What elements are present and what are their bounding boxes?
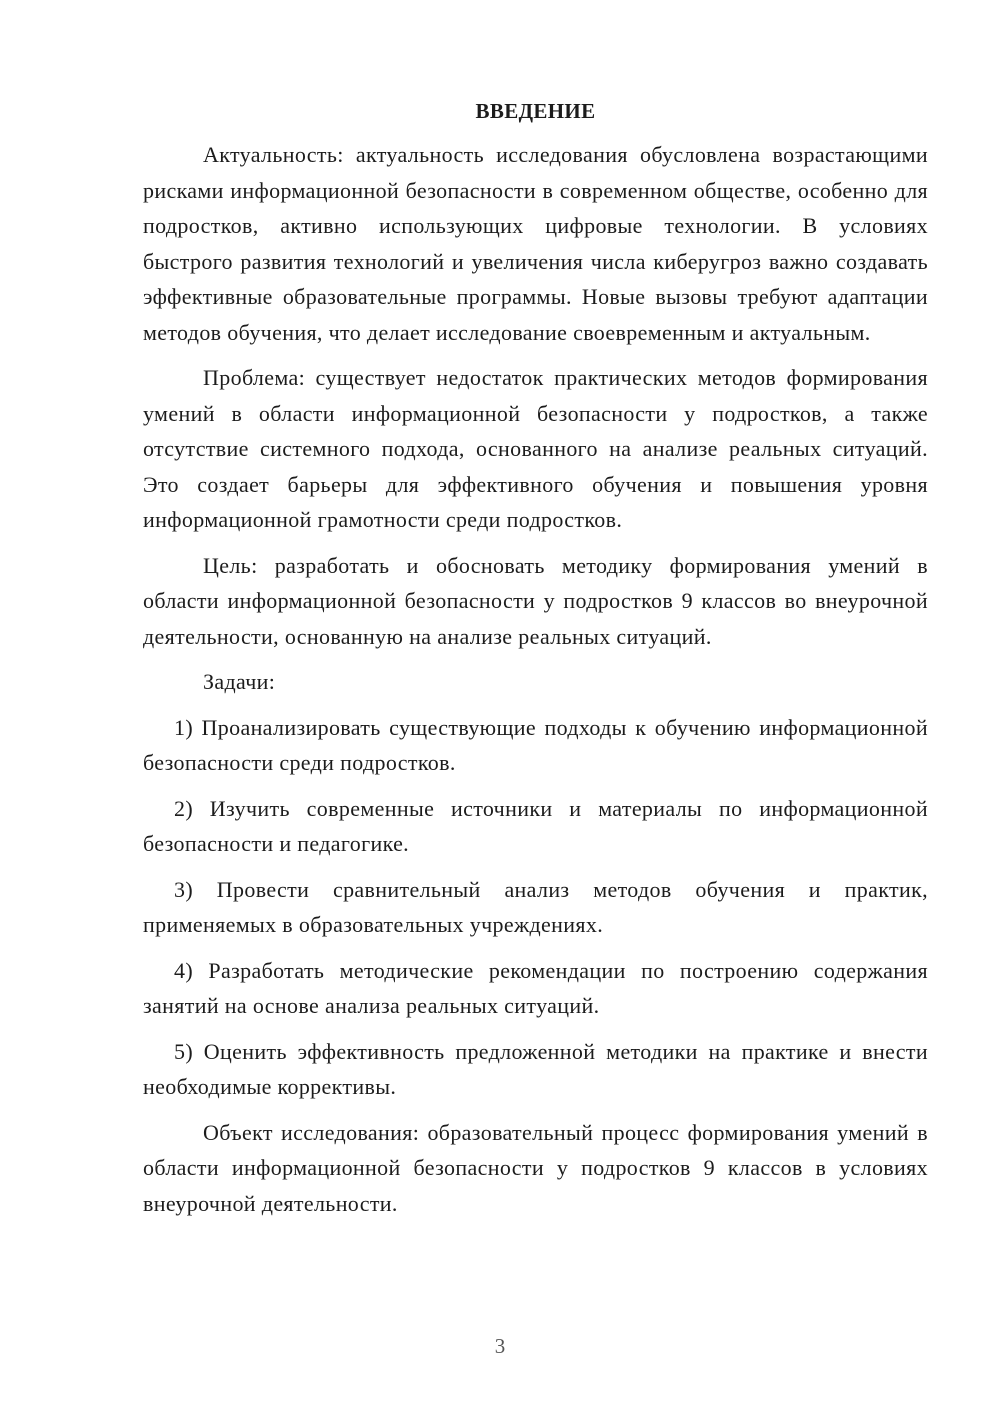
- page-content: [143, 96, 928, 1231]
- page-title: ВВЕДЕНИЕ: [475, 99, 596, 123]
- task-item-4: 4) Разработать методические рекомендации по построению содержания занятий на основе анализа реальных ситуаций.: [143, 957, 928, 1018]
- tasks-heading: Задачи:: [203, 669, 276, 694]
- task-item-2: 2) Изучить современные источники и материалы по информационной безопасности и педагогике.: [143, 795, 928, 856]
- task-item-5: 5) Оценить эффективность предложенной методики на практике и внести необходимые коррективы.: [143, 1038, 928, 1099]
- task-item-1: 1) Проанализировать существующие подходы к обучению информационной безопасности среди подростков.: [143, 714, 928, 775]
- page-number: 3: [494, 1334, 506, 1358]
- task-item-3: 3) Провести сравнительный анализ методов обучения и практик, применяемых в образовательных учреждениях.: [143, 876, 928, 937]
- goal-paragraph: Цель: разработать и обосновать методику формирования умений в области информационной безопасности у подростков 9 классов во внеурочной деятельности, основанную на анализе реальных ситуаций.: [143, 552, 928, 649]
- problem-paragraph: Проблема: существует недостаток практических методов формирования умений в области информационной безопасности у подростков, а также отсутствие системного подхода, основанного на анализе реальных ситуаций. Это создает барьеры для эффективного обучения и повышения уровня информационной грамотности среди подростков.: [143, 365, 928, 532]
- object-paragraph: Объект исследования: образовательный процесс формирования умений в области информационной безопасности у подростков 9 классов в условиях внеурочной деятельности.: [143, 1119, 928, 1216]
- relevance-paragraph: Актуальность: актуальность исследования обусловлена возрастающими рисками информационной безопасности в современном обществе, особенно для подростков, активно использующих цифровые технологии. В условиях быстрого развития технологий и увеличения числа киберугроз важно создавать эффективные образовательные программы. Новые вызовы требуют адаптации методов обучения, что делает исследование своевременным и актуальным.: [143, 142, 928, 345]
